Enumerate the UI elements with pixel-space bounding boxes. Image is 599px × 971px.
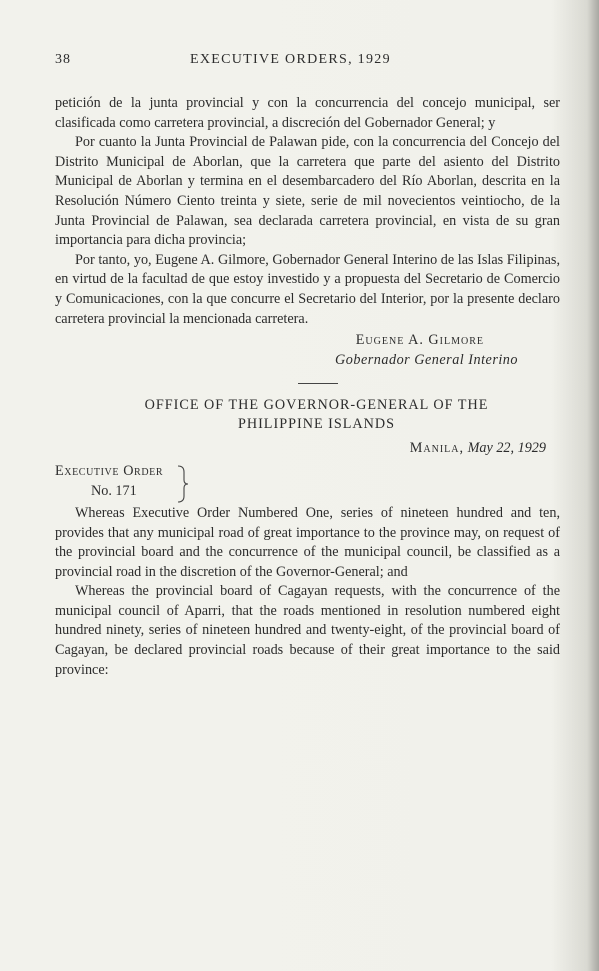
executive-order-number: No. 171 xyxy=(91,482,137,499)
office-heading xyxy=(55,396,560,434)
signature-title: Gobernador General Interino xyxy=(335,351,518,368)
signature-name: Eugene A. Gilmore xyxy=(355,332,484,349)
page-number: 38 xyxy=(55,52,71,67)
signature-block xyxy=(55,331,560,370)
dateline-place: Manila, xyxy=(409,440,465,457)
section-divider xyxy=(298,383,338,384)
paragraph-whereas-1: Whereas Executive Order Numbered One, series of nineteen hundred and ten, provides that any municipal road of great importance to the province may, on request of the provincial board and the concurrence of the municipal council, be classified as a provincial road in the discretion of the Governor-General; and xyxy=(55,504,560,580)
paragraph-continued: petición de la junta provincial y con la concurrencia del concejo municipal, ser clasificada como carretera provincial, a discreción del Gobernador General; y xyxy=(55,95,560,131)
page-header xyxy=(55,52,560,72)
paragraph-por-cuanto: Por cuanto la Junta Provincial de Palawan pide, con la concurrencia del Concejo del Distrito Municipal de Aborlan, que la carretera que parte del asiento del Distrito Municipal de Aborlan y termina en el desembarcadero del Río Aborlan, descrita en la Resolución Número Ciento treinta y siete, serie de mil novecientos veintiocho, de la Junta Provincial de Palawan, sea declarada carretera provincial, en vista de su gran importancia para dicha provincia; xyxy=(55,134,560,249)
dateline xyxy=(55,439,560,459)
executive-order-label xyxy=(55,462,560,502)
dateline-date: May 22, 1929 xyxy=(467,440,546,457)
office-heading-line1: OFFICE OF THE GOVERNOR-GENERAL OF THE xyxy=(144,397,489,414)
executive-order-title: Executive Order xyxy=(55,462,164,479)
brace-icon xyxy=(175,464,205,504)
paragraph-whereas-2: Whereas the provincial board of Cagayan requests, with the concurrence of the municipal council of Aparri, that the roads mentioned in resolution numbered eight hundred ninety, series of nineteen hundred and twenty-eight, of the provincial board of Cagayan, be declared provincial roads because of their great importance to the said province: xyxy=(55,583,560,678)
page-body xyxy=(55,94,560,680)
office-heading-line2: PHILIPPINE ISLANDS xyxy=(237,416,396,433)
running-head: EXECUTIVE ORDERS, 1929 xyxy=(190,52,391,67)
paragraph-por-tanto: Por tanto, yo, Eugene A. Gilmore, Gobernador General Interino de las Islas Filipinas, en virtud de la facultad de que estoy investido y a propuesta del Secretario de Comercio y Comunicaciones, con la que concurre el Secretario del Interior, por la presente declaro carretera provincial la mencionada carretera. xyxy=(55,251,560,327)
